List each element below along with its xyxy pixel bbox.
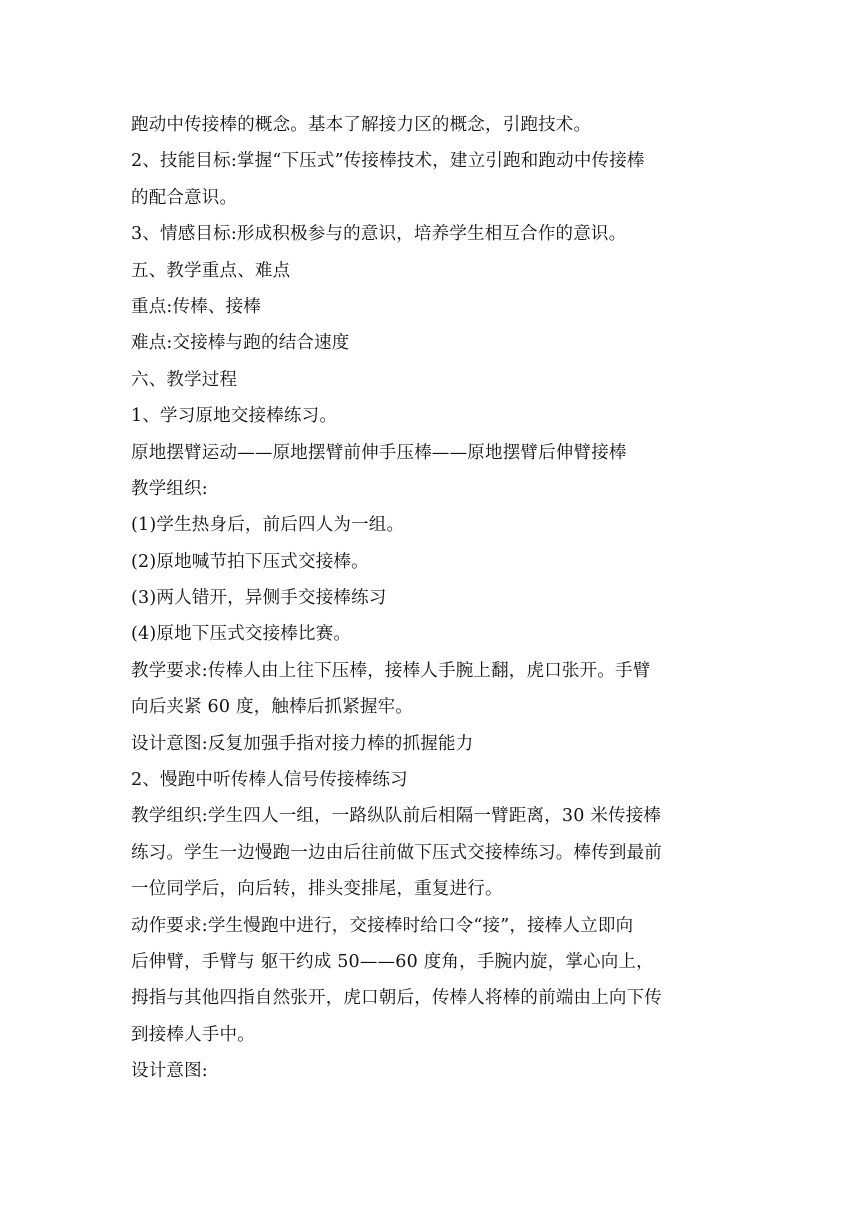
section-heading: 六、教学过程 [131,369,238,390]
text-line: 拇指与其他四指自然张开，虎口朝后，传棒人将棒的前端由上向下传 [131,988,662,1009]
list-item: (1)学生热身后，前后四人为一组。 [131,515,405,536]
text-line: 1、学习原地交接棒练习。 [131,406,338,427]
text-line: 后伸臂，手臂与 躯干约成 50——60 度角，手腕内旋，掌心向上， [131,951,654,972]
text-line: 难点:交接棒与跑的结合速度 [131,333,350,354]
text-line: 动作要求:学生慢跑中进行，交接棒时给口令“接”，接棒人立即向 [131,915,634,936]
text-line: 教学组织: [131,478,208,499]
text-line: 3、情感目标:形成积极参与的意识，培养学生相互合作的意识。 [131,224,627,245]
list-item: (4)原地下压式交接棒比赛。 [131,624,352,645]
text-line: 原地摆臂运动——原地摆臂前伸手压棒——原地摆臂后伸臂接棒 [131,442,627,463]
list-item: (3)两人错开，异侧手交接棒练习 [131,588,387,609]
text-line: 教学组织:学生四人一组，一路纵队前后相隔一臂距离，30 米传接棒 [131,806,662,827]
section-heading: 五、教学重点、难点 [131,260,291,281]
text-line: 向后夹紧 60 度，触棒后抓紧握牢。 [131,697,413,718]
text-line: 跑动中传接棒的概念。基本了解接力区的概念，引跑技术。 [131,115,592,135]
list-item: (2)原地喊节拍下压式交接棒。 [131,551,369,572]
document-body [131,107,731,1090]
text-line: 一位同学后，向后转，排头变排尾，重复进行。 [131,879,503,900]
text-line: 重点:传棒、接棒 [131,296,261,317]
text-line: 设计意图: [131,1061,208,1082]
text-line: 练习。学生一边慢跑一边由后往前做下压式交接棒练习。棒传到最前 [131,842,662,863]
text-line: 到接棒人手中。 [131,1024,255,1045]
text-line: 2、慢跑中听传棒人信号传接棒练习 [131,770,408,791]
text-line: 设计意图:反复加强手指对接力棒的抓握能力 [131,733,474,754]
text-line: 2、技能目标:掌握“下压式”传接棒技术，建立引跑和跑动中传接棒 [131,151,645,172]
text-line: 教学要求:传棒人由上往下压棒，接棒人手腕上翻，虎口张开。手臂 [131,660,651,681]
text-line: 的配合意识。 [131,187,238,208]
